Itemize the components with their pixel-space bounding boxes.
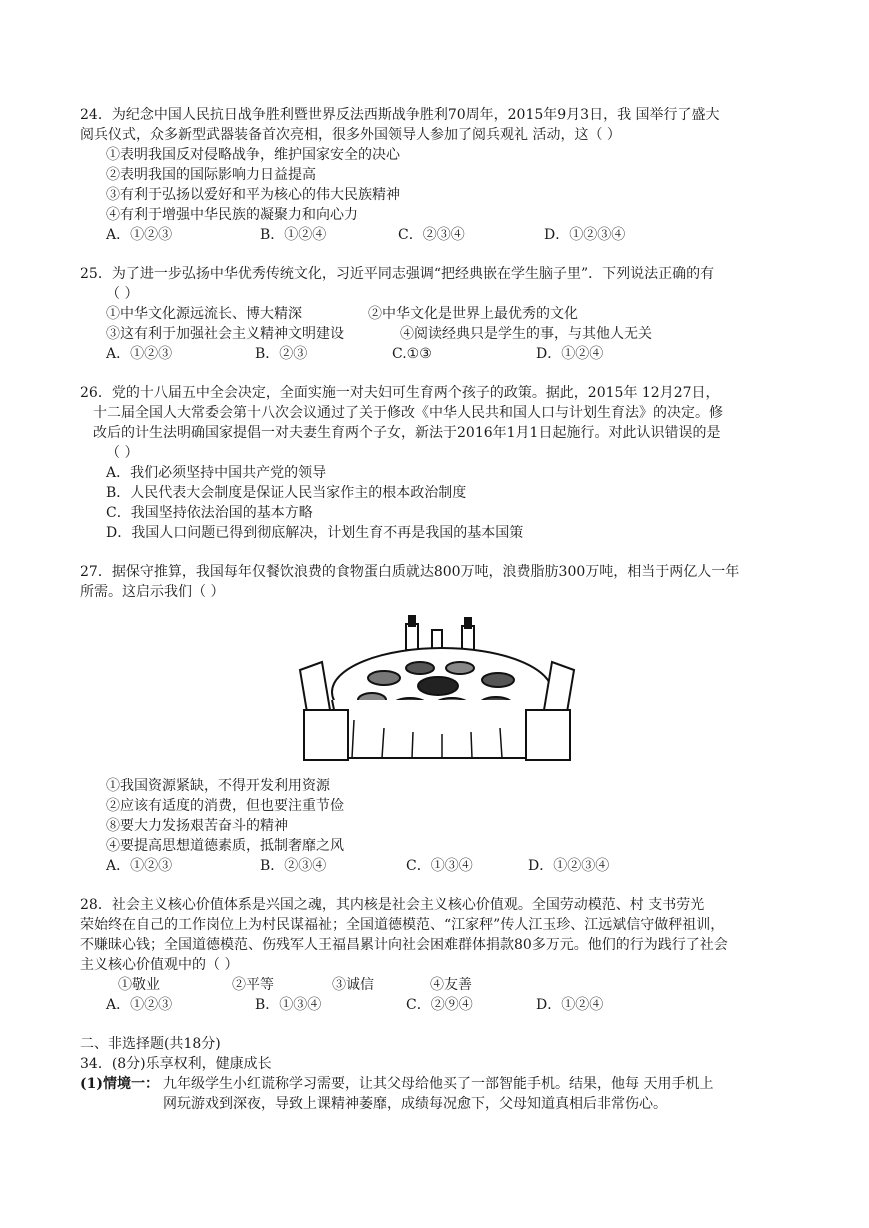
q34-scenario-1-line1: 九年级学生小红谎称学习需要，让其父母给他买了一部智能手机。结果，他每 天用手机上 — [163, 1076, 714, 1092]
q28-line1: 28．社会主义核心价值体系是兴国之魂，其内核是社会主义核心价值观。全国劳动模范、村 支书劳光 — [80, 897, 705, 913]
q34-scenario-1-label: (1)情境一： — [80, 1076, 159, 1092]
q28-item-2: ②平等 — [232, 977, 274, 993]
q25-item-2: ②中华文化是世界上最优秀的文化 — [368, 306, 578, 322]
q27-line2: 所需。这启示我们（ ） — [80, 584, 225, 600]
q25-option-c[interactable]: C.①③ — [392, 346, 432, 362]
q26-line2: 十二届全国人大常委会第十八次会议通过了关于修改《中华人民共和国人口与计划生育法》的决定。修 — [93, 405, 723, 421]
q28-item-3: ③诚信 — [332, 977, 374, 993]
q34-title: 34．(8分)乐享权利，健康成长 — [80, 1056, 272, 1072]
q28-item-1: ①敬业 — [118, 977, 160, 993]
q26-option-d[interactable]: D．我国人口问题已得到彻底解决，计划生育不再是我国的基本国策 — [106, 525, 524, 541]
q28-line2: 荣始终在自己的工作岗位上为村民谋福祉；全国道德模范、“江家秤”传人江玉珍、江远斌信守做秤祖训， — [80, 917, 725, 933]
q24-option-c[interactable]: C．②③④ — [398, 227, 465, 243]
q27-item-3: ⑧要大力发扬艰苦奋斗的精神 — [106, 818, 288, 834]
q26-option-c[interactable]: C．我国坚持依法治国的基本方略 — [106, 505, 313, 521]
q25-option-a[interactable]: A．①②③ — [106, 346, 173, 362]
q25-option-b[interactable]: B．②③ — [255, 346, 308, 362]
q28-option-b[interactable]: B．①③④ — [255, 997, 322, 1013]
q24-option-a[interactable]: A．①②③ — [106, 227, 173, 243]
q24-item-1: ①表明我国反对侵略战争，维护国家安全的决心 — [106, 147, 400, 163]
q26-line4: （ ） — [106, 445, 139, 461]
section-2-title: 二、非选择题(共18分) — [80, 1036, 221, 1052]
q27-option-c[interactable]: C．①③④ — [406, 858, 473, 874]
q26-line3: 改后的计生法明确国家提倡一对夫妻生育两个子女，新法于2016年1月1日起施行。对此认识错误的是 — [93, 425, 721, 441]
q24-item-4: ④有利于增强中华民族的凝聚力和向心力 — [106, 207, 358, 223]
q34-scenario-1-line2: 网玩游戏到深夜，导致上课精神萎靡，成绩每况愈下，父母知道真相后非常伤心。 — [163, 1096, 667, 1112]
q27-option-a[interactable]: A．①②③ — [106, 858, 173, 874]
q27-line1: 27．据保守推算，我国每年仅餐饮浪费的食物蛋白质就达800万吨，浪费脂肪300万吨，相当于两亿人一年 — [80, 564, 740, 580]
q24-option-d[interactable]: D．①②③④ — [544, 227, 626, 243]
q27-item-4: ④要提高思想道德素质，抵制奢靡之风 — [106, 838, 344, 854]
q25-line1: 25．为了进一步弘扬中华优秀传统文化，习近平同志强调“把经典嵌在学生脑子里”．下列说法正确的有 — [80, 266, 715, 282]
q27-item-1: ①我国资源紧缺，不得开发利用资源 — [106, 778, 330, 794]
q28-option-a[interactable]: A．①②③ — [106, 997, 173, 1013]
q28-option-c[interactable]: C．②⑨④ — [406, 997, 473, 1013]
q25-line2: （ ） — [106, 286, 139, 302]
banquet-table-illustration — [292, 610, 582, 770]
q24-line1: 24．为纪念中国人民抗日战争胜利暨世界反法西斯战争胜利70周年，2015年9月3日，我 国举行了盛大 — [80, 107, 720, 123]
q25-option-d[interactable]: D．①②④ — [536, 346, 604, 362]
q27-option-b[interactable]: B．②③④ — [260, 858, 327, 874]
q27-option-d[interactable]: D．①②③④ — [528, 858, 610, 874]
q28-item-4: ④友善 — [430, 977, 472, 993]
q24-option-b[interactable]: B．①②④ — [260, 227, 327, 243]
q25-item-1: ①中华文化源远流长、博大精深 — [106, 306, 302, 322]
q26-option-a[interactable]: A．我们必须坚持中国共产党的领导 — [106, 465, 327, 481]
q28-line4: 主义核心价值观中的（ ） — [80, 957, 239, 973]
q28-option-d[interactable]: D．①②④ — [536, 997, 604, 1013]
q24-line2: 阅兵仪式，众多新型武器装备首次亮相，很多外国领导人参加了阅兵观礼 活动，这（ ） — [80, 127, 621, 143]
q27-item-2: ②应该有适度的消费，但也要注重节俭 — [106, 798, 344, 814]
q24-item-2: ②表明我国的国际影响力日益提高 — [106, 167, 316, 183]
q28-line3: 不赚昧心钱；全国道德模范、伤残军人王福昌累计向社会困难群体捐款80多万元。他们的行为践行了社会 — [80, 937, 728, 953]
q25-item-3: ③这有利于加强社会主义精神文明建设 — [106, 326, 344, 342]
q25-item-4: ④阅读经典只是学生的事，与其他人无关 — [400, 326, 652, 342]
q26-option-b[interactable]: B．人民代表大会制度是保证人民当家作主的根本政治制度 — [106, 485, 467, 501]
q24-item-3: ③有利于弘扬以爱好和平为核心的伟大民族精神 — [106, 187, 400, 203]
q26-line1: 26．党的十八届五中全会决定，全面实施一对夫妇可生育两个孩子的政策。据此，2015年 12月27日， — [80, 385, 720, 401]
